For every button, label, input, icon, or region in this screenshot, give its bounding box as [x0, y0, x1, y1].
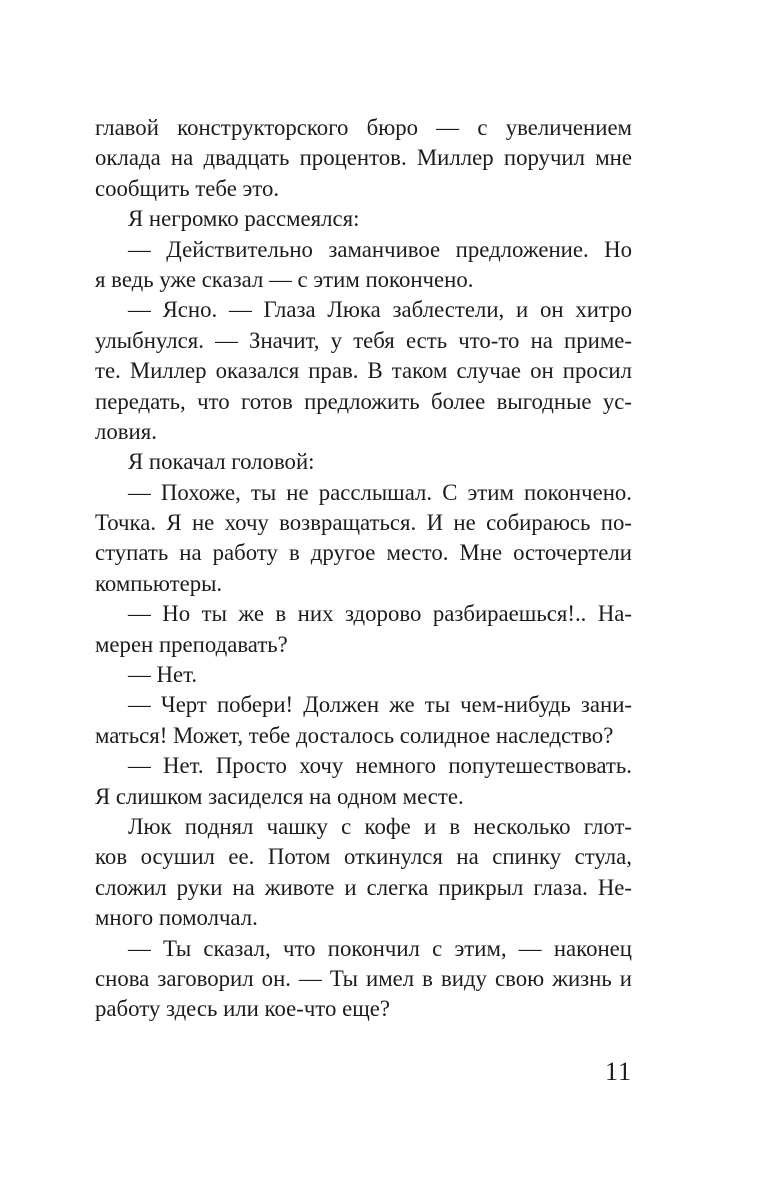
text-line: ловия. [95, 418, 157, 444]
text-line: — Нет. Просто хочу немного попутешествовать. [128, 753, 632, 779]
text-line: Люк поднял чашку с кофе и в несколько глот- [128, 813, 632, 839]
text-line: Точка. Я не хочу возвращаться. И не собираюсь по- [95, 510, 632, 536]
text-line: Я покачал головой: [128, 449, 315, 475]
text-line: оклада на двадцать процентов. Миллер поручил мне [95, 145, 632, 171]
text-line: маться! Может, тебе досталось солидное наследство? [95, 722, 614, 748]
text-line: Я слишком засиделся на одном месте. [95, 783, 464, 809]
text-line: сложил руки на животе и слегка прикрыл глаза. Не- [95, 874, 632, 900]
text-line: ков осушил ее. Потом откинулся на спинку стула, [95, 844, 632, 870]
text-line: много помолчал. [95, 905, 258, 931]
text-line: улыбнулся. — Значит, у тебя есть что-то на приме- [95, 327, 632, 353]
text-line: я ведь уже сказал — с этим покончено. [95, 266, 474, 292]
text-line: снова заговорил он. — Ты имел в виду свою жизнь и [95, 965, 632, 991]
page-number: 11 [604, 1057, 632, 1086]
text-line: компьютеры. [95, 570, 223, 596]
text-line: главой конструкторского бюро — с увеличением [95, 115, 632, 140]
text-line: — Похоже, ты не расслышал. С этим покончено. [128, 479, 632, 505]
text-line: работу здесь или кое-что еще? [95, 996, 390, 1022]
text-line: — Черт побери! Должен же ты чем-нибудь зани- [128, 692, 632, 718]
text-line: Я негромко рассмеялся: [128, 206, 360, 232]
text-line: те. Миллер оказался прав. В таком случае он просил [95, 358, 632, 384]
text-line: передать, что готов предложить более выгодные ус- [95, 388, 632, 414]
text-line: мерен преподавать? [95, 631, 288, 657]
text-line: сообщить тебе это. [95, 175, 280, 201]
text-line: — Ты сказал, что покончил с этим, — наконец [128, 935, 632, 961]
text-line: — Нет. [128, 662, 198, 688]
page-text [95, 113, 632, 1025]
text-line: — Ясно. — Глаза Люка заблестели, и он хитро [128, 297, 632, 323]
text-line: — Но ты же в них здорово разбираешься!.. На- [128, 601, 632, 627]
text-line: — Действительно заманчивое предложение. Но [128, 236, 632, 262]
text-line: ступать на работу в другое место. Мне осточертели [95, 540, 632, 566]
